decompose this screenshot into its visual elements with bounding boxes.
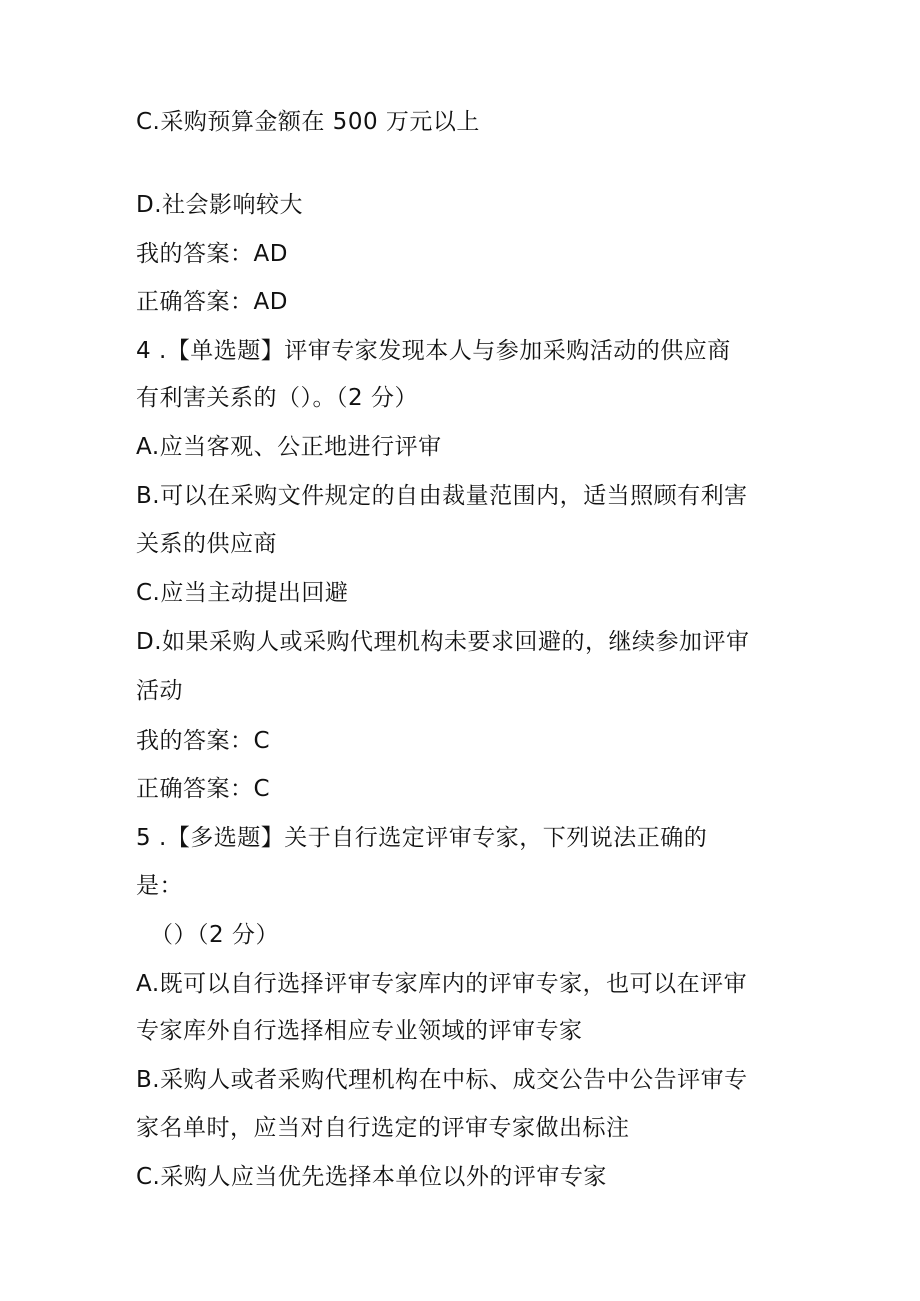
q5-option-a-line2: 专家库外自行选择相应专业领域的评审专家	[136, 1018, 583, 1044]
prev-option-d: D.社会影响较大	[136, 192, 304, 218]
q4-correct-answer: 正确答案：C	[136, 776, 271, 802]
q4-my-answer: 我的答案：C	[136, 728, 271, 754]
q5-stem-line3: （）（2 分）	[150, 922, 279, 948]
q5-option-b-line1: B.采购人或者采购代理机构在中标、成交公告中公告评审专	[136, 1067, 748, 1093]
q5-stem-line1: 5 .【多选题】关于自行选定评审专家，下列说法正确的	[136, 825, 708, 851]
q4-option-a: A.应当客观、公正地进行评审	[136, 434, 442, 460]
prev-option-c: C.采购预算金额在 500 万元以上	[136, 109, 480, 135]
prev-correct-answer: 正确答案：AD	[136, 289, 288, 315]
q4-option-b-line2: 关系的供应商	[136, 531, 277, 557]
q4-option-d-line2: 活动	[136, 678, 183, 704]
q5-option-c: C.采购人应当优先选择本单位以外的评审专家	[136, 1164, 607, 1190]
q4-stem-line1: 4 .【单选题】评审专家发现本人与参加采购活动的供应商	[136, 338, 731, 364]
q5-option-a-line1: A.既可以自行选择评审专家库内的评审专家，也可以在评审	[136, 971, 748, 997]
q4-option-d-line1: D.如果采购人或采购代理机构未要求回避的，继续参加评审	[136, 629, 750, 655]
q4-stem-line2: 有利害关系的（）。（2 分）	[136, 385, 418, 411]
q5-option-b-line2: 家名单时，应当对自行选定的评审专家做出标注	[136, 1115, 630, 1141]
q4-option-c: C.应当主动提出回避	[136, 580, 349, 606]
q4-option-b-line1: B.可以在采购文件规定的自由裁量范围内，适当照顾有利害	[136, 483, 748, 509]
q5-stem-line2: 是：	[136, 873, 183, 899]
prev-my-answer: 我的答案：AD	[136, 241, 288, 267]
